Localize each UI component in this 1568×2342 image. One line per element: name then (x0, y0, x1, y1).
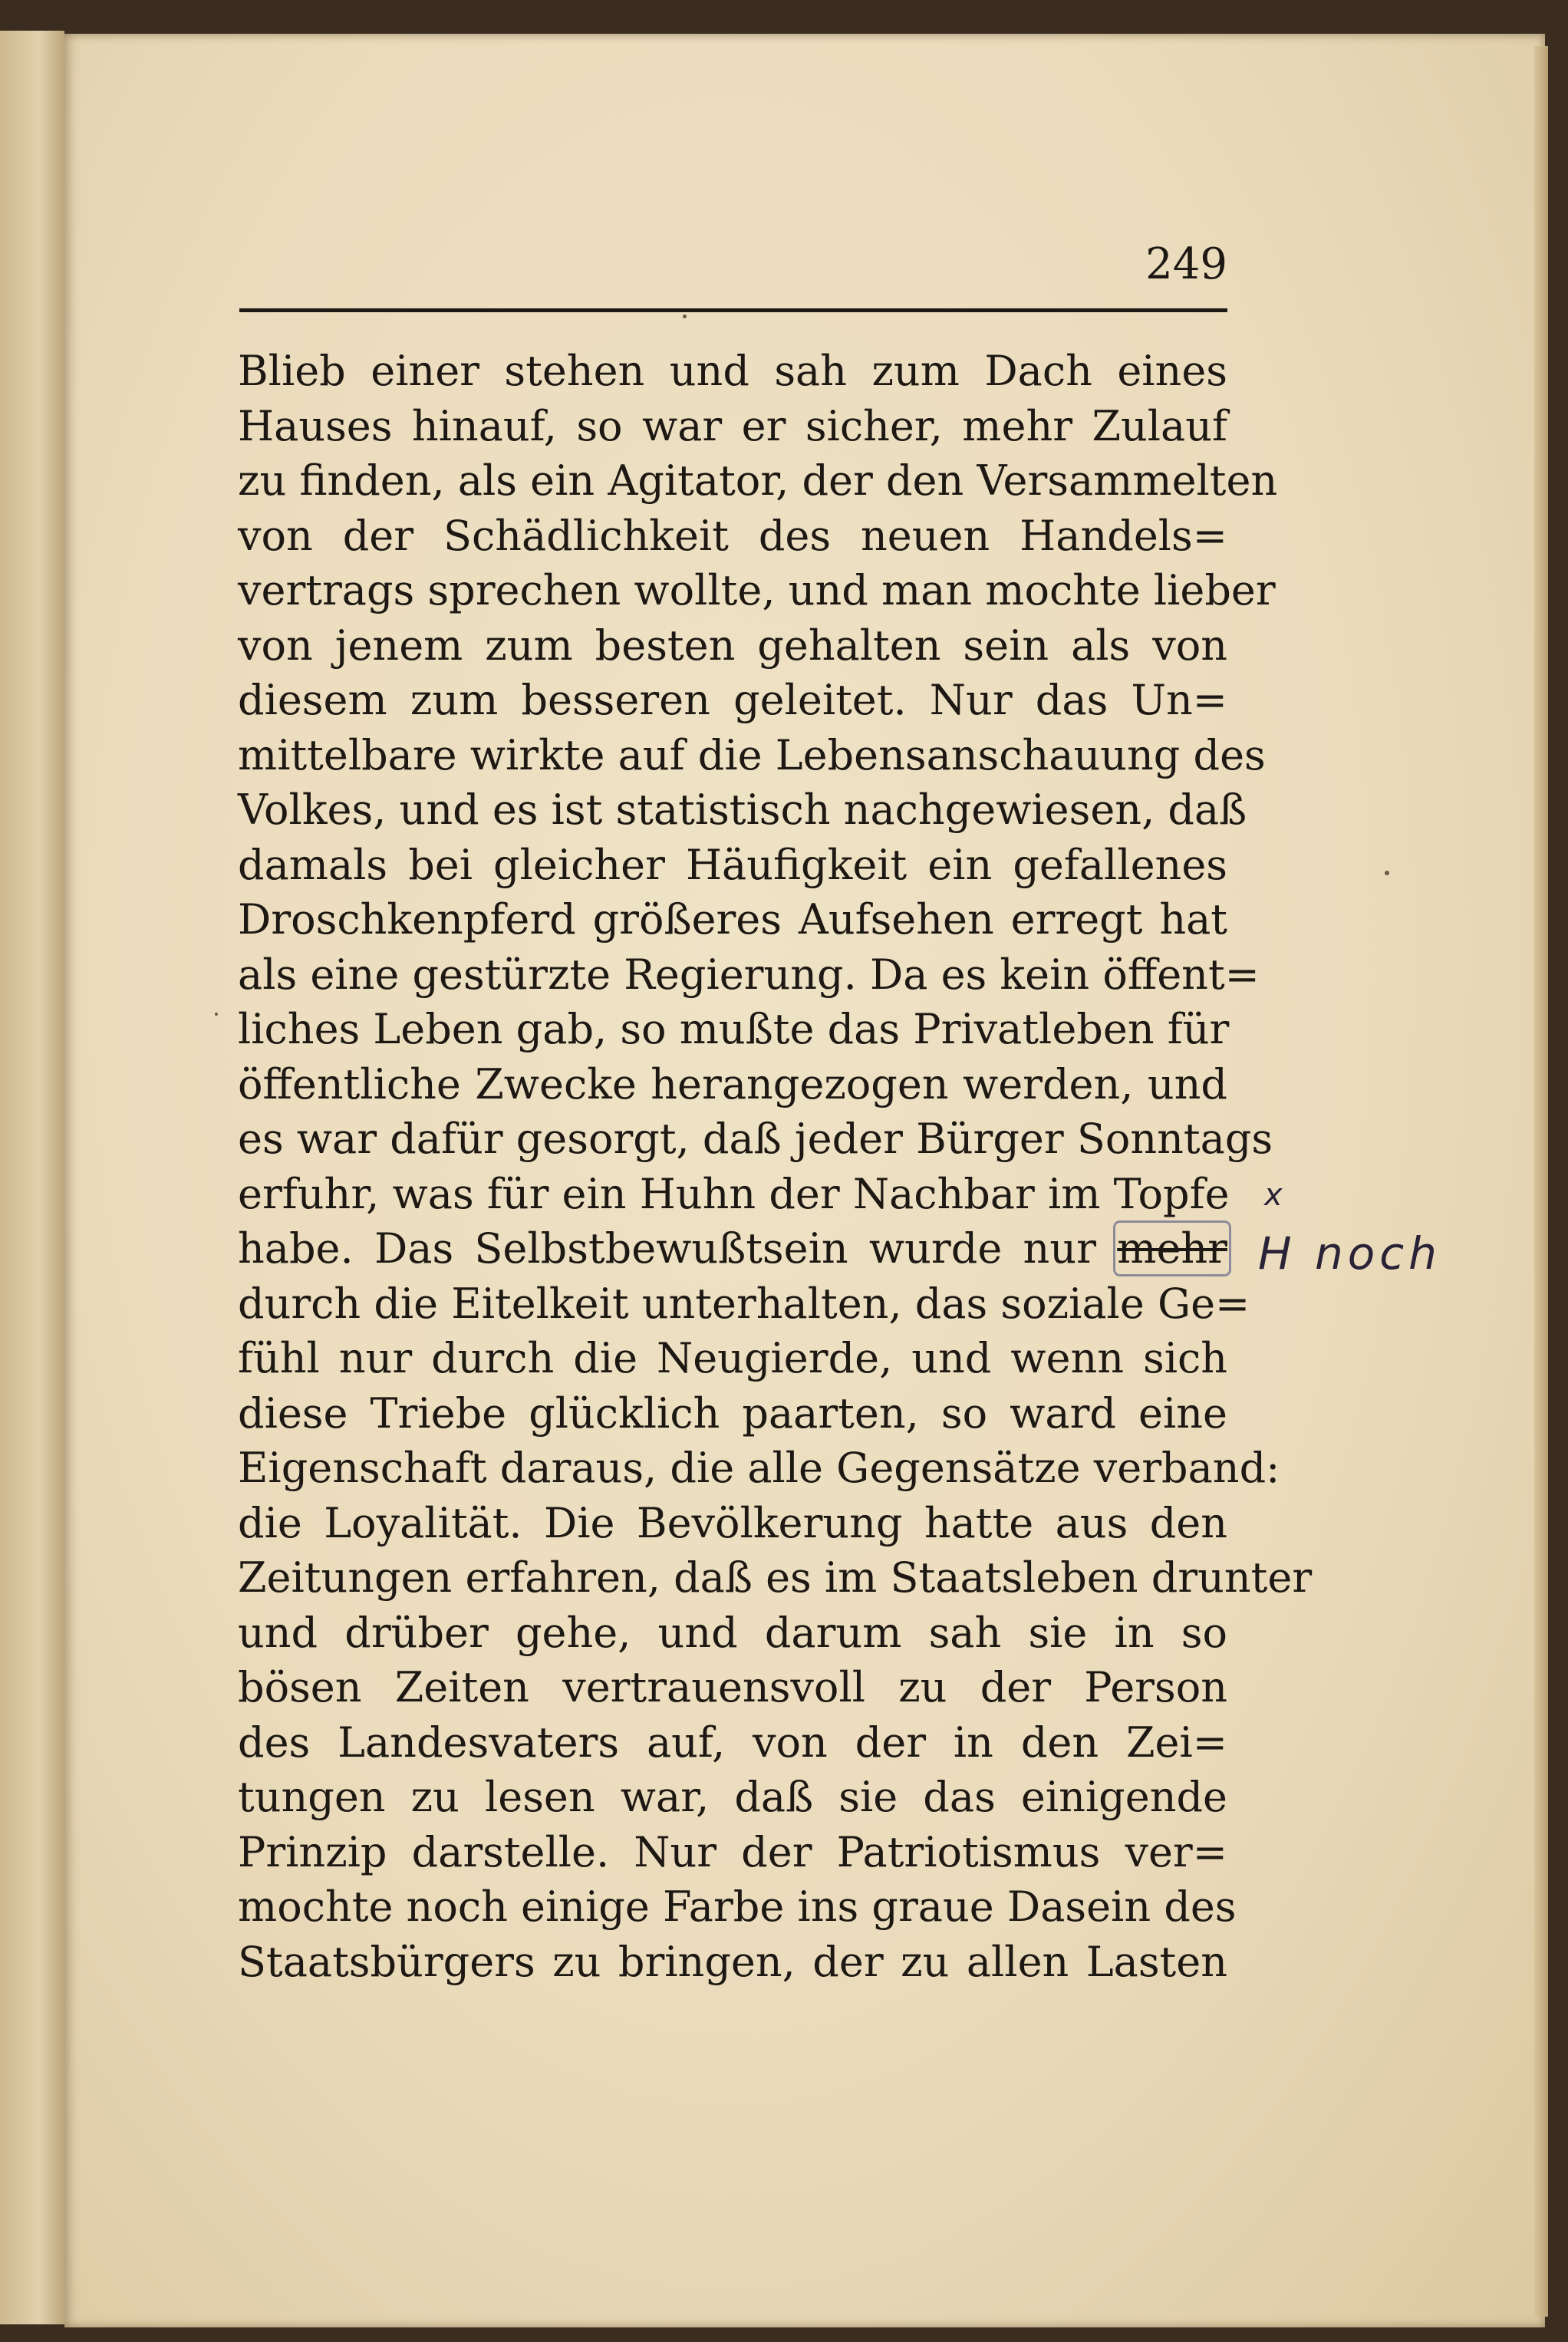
text-line: Blieb einer stehen und sah zum Dach eines (238, 347, 1227, 395)
text-line: als eine gestürzte Regierung. Da es kein öffent= (238, 950, 1260, 999)
text-line: bösen Zeiten vertrauensvoll zu der Person (238, 1663, 1227, 1711)
margin-correction-mark: x (1264, 1178, 1283, 1213)
text-line: des Landesvaters auf, von der in den Zei= (238, 1718, 1227, 1767)
text-line: erfuhr, was für ein Huhn der Nachbar im Topfe (238, 1169, 1230, 1218)
text-line: von jenem zum besten gehalten sein als von (238, 621, 1227, 670)
text-line: es war dafür gesorgt, daß jeder Bürger Sonntags (238, 1115, 1273, 1163)
header-rule (239, 308, 1227, 312)
margin-handwritten-note: H noch (1258, 1227, 1441, 1280)
paper-speck (215, 1013, 218, 1016)
page-fore-edge (1534, 46, 1548, 2317)
text-line: fühl nur durch die Neugierde, und wenn sich (238, 1334, 1227, 1382)
text-line: Staatsbürgers zu bringen, der zu allen Lasten (238, 1937, 1227, 1986)
paper-speck (683, 315, 687, 318)
text-line: zu finden, als ein Agitator, der den Versammelten (238, 456, 1278, 505)
text-line: Zeitungen erfahren, daß es im Staatsleben drunter (238, 1553, 1313, 1602)
previous-page-edge (0, 31, 64, 2324)
text-line: diesem zum besseren geleitet. Nur das Un= (238, 676, 1227, 724)
text-line: vertrags sprechen wollte, und man mochte lieber (238, 566, 1276, 614)
struck-word: mehr (1117, 1224, 1227, 1273)
text-line: Hauses hinauf, so war er sicher, mehr Zulauf (238, 401, 1227, 450)
text-line-with-correction (238, 1221, 1227, 1276)
text-line: öffentliche Zwecke herangezogen werden, und (238, 1059, 1227, 1108)
text-line: liches Leben gab, so mußte das Privatleben für (238, 1005, 1230, 1053)
text-line: damals bei gleicher Häufigkeit ein gefallenes (238, 840, 1227, 889)
text-line: durch die Eitelkeit unterhalten, das soziale Ge= (238, 1279, 1250, 1328)
text-line: diese Triebe glücklich paarten, so ward eine (238, 1388, 1227, 1438)
text-line: Droschkenpferd größeres Aufsehen erregt hat (238, 895, 1227, 944)
text-line: von der Schädlichkeit des neuen Handels= (238, 511, 1227, 560)
text-line: die Loyalität. Die Bevölkerung hatte aus den (238, 1498, 1227, 1547)
text-line: mittelbare wirkte auf die Lebensanschauung des (238, 730, 1266, 779)
text-line-segment: habe. Das Selbstbewußtsein wurde nur (238, 1224, 1096, 1273)
paper-speck (1385, 871, 1389, 875)
page-number: 249 (1145, 239, 1227, 289)
text-line: Eigenschaft daraus, die alle Gegensätze verband: (238, 1444, 1280, 1492)
text-line: Volkes, und es ist statistisch nachgewiesen, daß (238, 786, 1247, 834)
text-line: mochte noch einige Farbe ins graue Dasein des (238, 1882, 1237, 1931)
text-line: Prinzip darstelle. Nur der Patriotismus ver= (238, 1827, 1227, 1876)
text-line: und drüber gehe, und darum sah sie in so (238, 1608, 1227, 1657)
body-text (238, 344, 1313, 1989)
text-line: tungen zu lesen war, daß sie das einigende (238, 1773, 1227, 1821)
